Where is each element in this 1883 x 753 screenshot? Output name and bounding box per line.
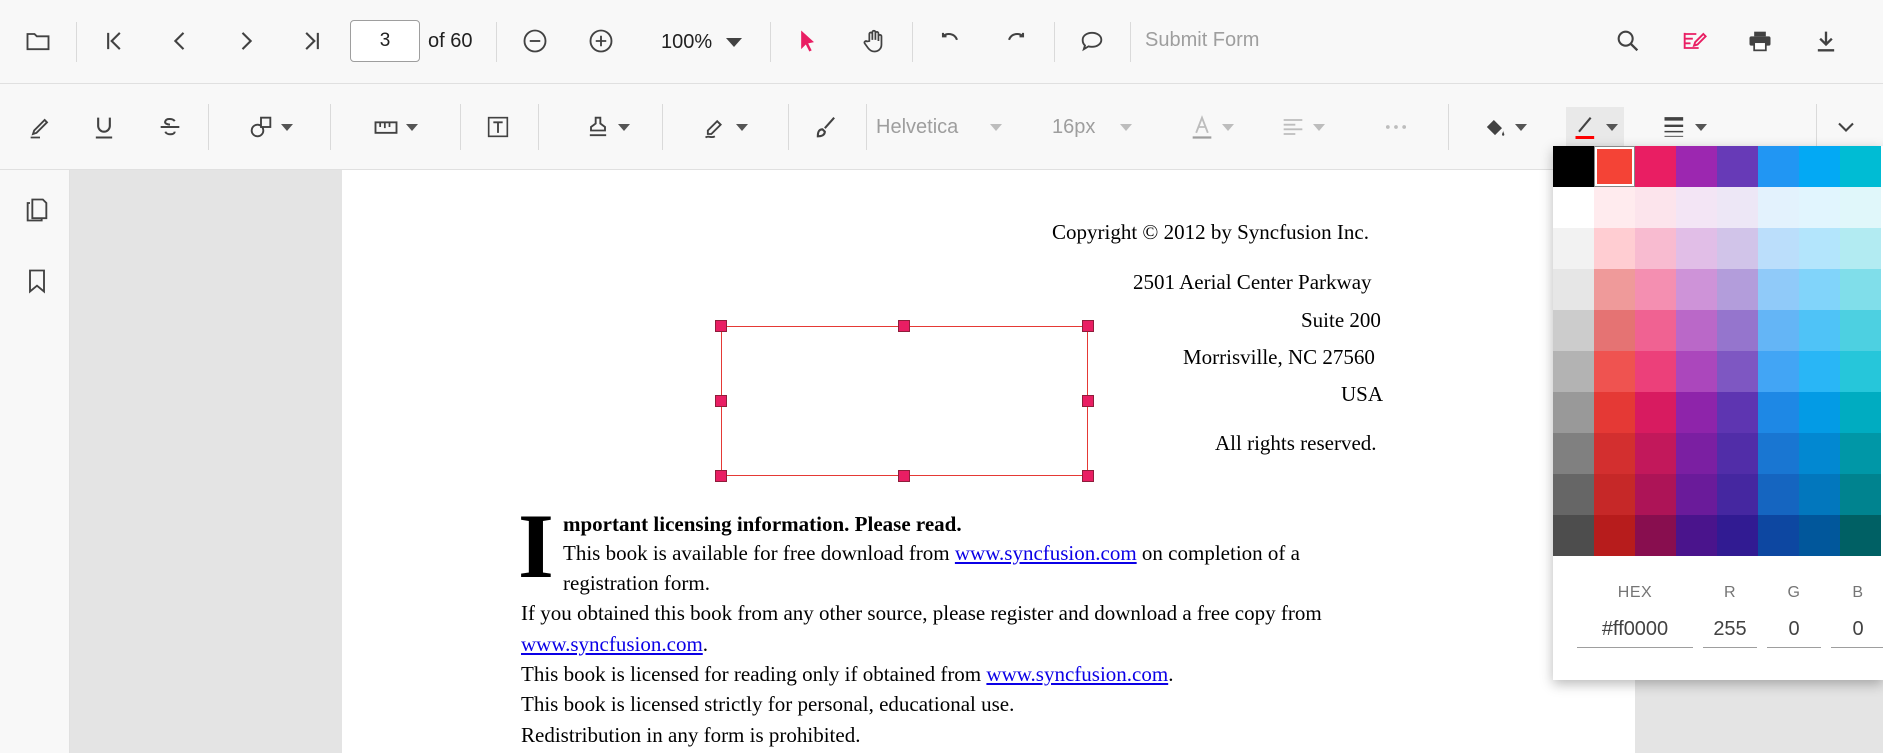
resize-handle-right[interactable]	[1082, 395, 1094, 407]
text-box-icon	[484, 113, 512, 141]
download-button[interactable]	[1804, 19, 1848, 63]
hex-field	[1577, 584, 1693, 648]
color-swatch[interactable]	[1717, 228, 1758, 269]
color-swatch[interactable]	[1676, 187, 1717, 228]
fill-color-dropdown[interactable]	[1476, 104, 1532, 150]
last-page-button[interactable]	[290, 19, 334, 63]
color-swatch[interactable]	[1635, 310, 1676, 351]
main-toolbar	[0, 0, 1883, 84]
chevron-down-icon	[1222, 124, 1234, 131]
color-swatch[interactable]	[1840, 433, 1881, 474]
color-swatch[interactable]	[1840, 269, 1881, 310]
color-swatch[interactable]	[1799, 351, 1840, 392]
red-field	[1703, 584, 1757, 648]
chevron-down-icon	[1832, 113, 1860, 141]
resize-handle-top-right[interactable]	[1082, 320, 1094, 332]
color-swatch[interactable]	[1635, 351, 1676, 392]
chevron-down-icon	[1695, 124, 1707, 131]
body-text: on completion of a	[1136, 541, 1300, 565]
close-annotation-toolbar-button[interactable]	[1824, 104, 1868, 150]
resize-handle-top-left[interactable]	[715, 320, 727, 332]
folder-icon	[24, 27, 52, 55]
body-line	[521, 662, 1173, 687]
chevron-down-icon	[1313, 124, 1325, 131]
signature-pen-icon	[702, 113, 730, 141]
chevron-down-icon	[618, 124, 630, 131]
color-swatch[interactable]	[1799, 310, 1840, 351]
color-swatch[interactable]	[1840, 310, 1881, 351]
more-horizontal-icon	[1382, 113, 1410, 141]
brush-icon	[812, 113, 840, 141]
color-swatch[interactable]	[1799, 515, 1840, 556]
blue-input[interactable]: 0	[1831, 614, 1883, 648]
resize-handle-top[interactable]	[898, 320, 910, 332]
color-swatch[interactable]	[1758, 269, 1799, 310]
body-text: This book is available for free download from	[563, 541, 955, 565]
color-swatch[interactable]	[1676, 146, 1717, 187]
open-file-button[interactable]	[16, 19, 60, 63]
first-page-icon	[100, 27, 128, 55]
hex-label: HEX	[1617, 584, 1653, 601]
color-swatch[interactable]	[1635, 146, 1676, 187]
line-thickness-icon	[1661, 113, 1689, 141]
green-input[interactable]: 0	[1767, 614, 1821, 648]
body-text: .	[1168, 662, 1174, 686]
chevron-down-icon	[281, 124, 293, 131]
pan-tool-button[interactable]	[852, 19, 896, 63]
color-swatch[interactable]	[1717, 351, 1758, 392]
color-swatch[interactable]	[1758, 433, 1799, 474]
chevron-down-icon	[990, 124, 1002, 131]
color-swatch[interactable]	[1758, 474, 1799, 515]
measure-tool-dropdown[interactable]	[360, 104, 430, 150]
text-align-dropdown[interactable]	[1274, 104, 1330, 150]
color-swatch[interactable]	[1553, 146, 1594, 187]
color-swatch[interactable]	[1594, 433, 1635, 474]
color-swatch[interactable]	[1553, 187, 1594, 228]
free-text-button[interactable]	[476, 104, 520, 150]
copy-pages-icon	[23, 196, 51, 224]
page-thumbnails-button[interactable]	[17, 190, 57, 230]
resize-handle-bottom-right[interactable]	[1082, 470, 1094, 482]
color-swatch[interactable]	[1799, 187, 1840, 228]
first-page-button[interactable]	[92, 19, 136, 63]
edit-annotation-button[interactable]	[1672, 19, 1716, 63]
stroke-color-dropdown[interactable]	[1566, 107, 1624, 147]
address-line: Suite 200	[1301, 308, 1381, 332]
color-swatch[interactable]	[1676, 269, 1717, 310]
annotation-edit-icon	[1680, 27, 1708, 55]
more-text-properties-button[interactable]	[1374, 104, 1418, 150]
previous-page-button[interactable]	[158, 19, 202, 63]
zoom-value: 100%	[661, 30, 713, 53]
color-swatch[interactable]	[1758, 228, 1799, 269]
blue-label: B	[1852, 584, 1864, 601]
blue-field	[1831, 584, 1883, 648]
chevron-down-icon	[406, 124, 418, 131]
color-swatch[interactable]	[1799, 392, 1840, 433]
chevron-down-icon	[1606, 124, 1618, 131]
syncfusion-link[interactable]: www.syncfusion.com	[954, 541, 1137, 565]
drop-cap-letter: I	[518, 495, 554, 597]
color-swatch[interactable]	[1840, 187, 1881, 228]
underline-button[interactable]	[82, 104, 126, 150]
undo-button[interactable]	[928, 19, 972, 63]
align-left-icon	[1279, 113, 1307, 141]
address-line: Morrisville, NC 27560	[1183, 345, 1375, 369]
color-swatch[interactable]	[1676, 228, 1717, 269]
next-page-button[interactable]	[224, 19, 268, 63]
color-swatch[interactable]	[1758, 310, 1799, 351]
color-swatch[interactable]	[1594, 310, 1635, 351]
color-swatch[interactable]	[1840, 515, 1881, 556]
font-size-value: 16px	[1052, 115, 1096, 138]
color-swatch[interactable]	[1799, 433, 1840, 474]
redo-icon	[1002, 27, 1030, 55]
color-swatch[interactable]	[1594, 146, 1635, 187]
font-color-dropdown[interactable]	[1186, 104, 1236, 150]
red-label: R	[1723, 584, 1737, 601]
green-label: G	[1787, 584, 1801, 601]
resize-handle-left[interactable]	[715, 395, 727, 407]
comment-button[interactable]	[1070, 19, 1114, 63]
zoom-dropdown[interactable]	[648, 22, 748, 62]
color-swatch[interactable]	[1553, 351, 1594, 392]
redo-button[interactable]	[994, 19, 1038, 63]
licensing-heading: mportant licensing information. Please read.	[563, 512, 962, 536]
color-swatch[interactable]	[1635, 228, 1676, 269]
address-line: USA	[1341, 382, 1384, 406]
print-button[interactable]	[1738, 19, 1782, 63]
resize-handle-bottom[interactable]	[898, 470, 910, 482]
color-swatch[interactable]	[1635, 269, 1676, 310]
color-swatch[interactable]	[1717, 515, 1758, 556]
color-swatch[interactable]	[1717, 146, 1758, 187]
shapes-icon	[247, 113, 275, 141]
font-family-dropdown[interactable]	[876, 104, 1002, 150]
comment-icon	[1078, 27, 1106, 55]
color-swatch[interactable]	[1594, 269, 1635, 310]
last-page-icon	[298, 27, 326, 55]
color-swatch[interactable]	[1594, 392, 1635, 433]
color-swatch[interactable]	[1799, 474, 1840, 515]
left-navigation-pane	[0, 170, 70, 753]
color-swatch[interactable]	[1676, 310, 1717, 351]
strikethrough-icon	[156, 113, 184, 141]
color-swatch[interactable]	[1799, 228, 1840, 269]
zoom-out-icon	[521, 27, 549, 55]
body-line: If you obtained this book from any other source, please register and download a free copy from	[521, 601, 1322, 625]
stamp-tool-dropdown[interactable]	[572, 104, 642, 150]
color-swatch[interactable]	[1635, 515, 1676, 556]
color-swatch[interactable]	[1553, 515, 1594, 556]
body-line	[563, 541, 1300, 566]
chevron-down-icon	[1515, 124, 1527, 131]
search-icon	[1614, 27, 1642, 55]
color-swatch[interactable]	[1594, 228, 1635, 269]
color-swatch[interactable]	[1594, 351, 1635, 392]
color-swatch[interactable]	[1553, 392, 1594, 433]
highlighter-icon	[26, 113, 54, 141]
color-swatch[interactable]	[1717, 433, 1758, 474]
color-swatch[interactable]	[1594, 474, 1635, 515]
color-swatch[interactable]	[1553, 228, 1594, 269]
signature-tool-dropdown[interactable]	[690, 104, 760, 150]
color-swatch[interactable]	[1758, 187, 1799, 228]
color-swatch[interactable]	[1717, 269, 1758, 310]
hand-icon	[860, 27, 888, 55]
syncfusion-link[interactable]: www.syncfusion.com	[986, 662, 1169, 686]
color-swatch[interactable]	[1717, 392, 1758, 433]
color-swatch[interactable]	[1717, 310, 1758, 351]
body-line: This book is licensed strictly for personal, educational use.	[521, 692, 1015, 716]
color-swatch[interactable]	[1553, 269, 1594, 310]
color-swatch[interactable]	[1676, 474, 1717, 515]
zoom-in-icon	[587, 27, 615, 55]
color-swatch[interactable]	[1635, 474, 1676, 515]
font-family-value: Helvetica	[876, 115, 959, 138]
stroke-color-picker	[1553, 146, 1883, 680]
copyright-line: Copyright © 2012 by Syncfusion Inc.	[1052, 220, 1369, 244]
color-swatch[interactable]	[1553, 433, 1594, 474]
page-number-input[interactable]	[350, 20, 420, 62]
color-swatch[interactable]	[1840, 146, 1881, 187]
hex-input[interactable]: #ff0000	[1577, 614, 1693, 648]
color-palette	[1553, 146, 1881, 556]
body-line	[521, 632, 708, 657]
body-line: registration form.	[563, 571, 710, 595]
color-swatch[interactable]	[1635, 187, 1676, 228]
font-color-icon	[1188, 113, 1216, 141]
green-field	[1767, 584, 1821, 648]
color-swatch[interactable]	[1840, 228, 1881, 269]
red-input[interactable]: 255	[1703, 614, 1757, 648]
page-count-label: of 60	[428, 30, 473, 52]
chevron-left-icon	[166, 27, 194, 55]
color-swatch[interactable]	[1676, 515, 1717, 556]
color-swatch[interactable]	[1758, 146, 1799, 187]
zoom-out-button[interactable]	[513, 19, 557, 63]
address-line: 2501 Aerial Center Parkway	[1133, 270, 1372, 294]
download-icon	[1812, 27, 1840, 55]
color-swatch[interactable]	[1840, 392, 1881, 433]
color-swatch[interactable]	[1594, 187, 1635, 228]
color-swatch[interactable]	[1758, 351, 1799, 392]
color-swatch[interactable]	[1594, 515, 1635, 556]
body-text: .	[702, 632, 709, 656]
strikethrough-button[interactable]	[148, 104, 192, 150]
body-line: Redistribution in any form is prohibited.	[521, 723, 861, 747]
color-swatch[interactable]	[1676, 433, 1717, 474]
color-swatch[interactable]	[1758, 392, 1799, 433]
color-swatch[interactable]	[1635, 433, 1676, 474]
color-swatch[interactable]	[1840, 474, 1881, 515]
color-swatch[interactable]	[1717, 187, 1758, 228]
font-size-dropdown[interactable]	[1052, 104, 1132, 150]
color-swatch[interactable]	[1553, 474, 1594, 515]
color-swatch[interactable]	[1799, 146, 1840, 187]
rights-line: All rights reserved.	[1215, 431, 1377, 455]
zoom-in-button[interactable]	[579, 19, 623, 63]
bookmarks-button[interactable]	[17, 261, 57, 301]
chevron-down-icon	[1120, 124, 1132, 131]
chevron-down-icon	[726, 38, 742, 47]
bookmark-icon	[23, 267, 51, 295]
color-swatch[interactable]	[1799, 269, 1840, 310]
search-button[interactable]	[1606, 19, 1650, 63]
printer-icon	[1746, 27, 1774, 55]
paint-bucket-icon	[1481, 113, 1509, 141]
selection-tool-button[interactable]	[785, 19, 829, 63]
color-swatch[interactable]	[1635, 392, 1676, 433]
highlight-button[interactable]	[18, 104, 62, 150]
ruler-icon	[372, 113, 400, 141]
stamp-icon	[584, 113, 612, 141]
chevron-right-icon	[232, 27, 260, 55]
chevron-down-icon	[736, 124, 748, 131]
color-swatch[interactable]	[1676, 351, 1717, 392]
body-text: This book is licensed for reading only if obtained from	[521, 662, 987, 686]
color-swatch[interactable]	[1840, 351, 1881, 392]
color-swatch[interactable]	[1717, 474, 1758, 515]
cursor-arrow-icon	[793, 27, 821, 55]
color-swatch[interactable]	[1553, 310, 1594, 351]
underline-icon	[90, 113, 118, 141]
color-swatch[interactable]	[1758, 515, 1799, 556]
stroke-color-icon	[1572, 113, 1600, 141]
stroke-thickness-dropdown[interactable]	[1656, 104, 1712, 150]
syncfusion-link[interactable]: www.syncfusion.com	[521, 632, 703, 656]
resize-handle-bottom-left[interactable]	[715, 470, 727, 482]
ink-annotation-button[interactable]	[804, 104, 848, 150]
rectangle-annotation[interactable]	[721, 326, 1088, 476]
shape-tool-dropdown[interactable]	[238, 104, 302, 150]
submit-form-button[interactable]: Submit Form	[1145, 29, 1260, 51]
undo-icon	[936, 27, 964, 55]
color-swatch[interactable]	[1676, 392, 1717, 433]
